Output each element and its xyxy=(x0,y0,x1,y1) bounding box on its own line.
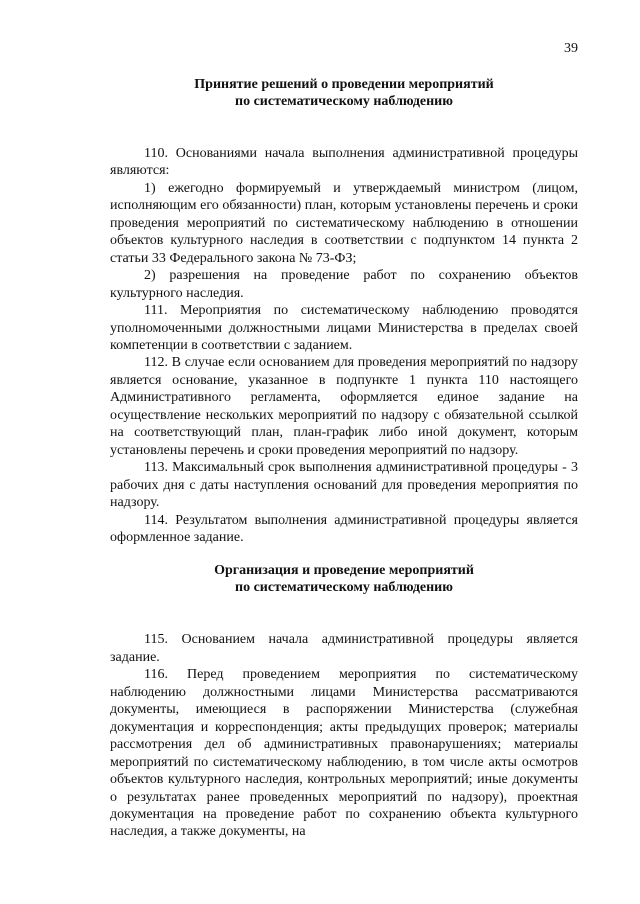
heading-line: по систематическому наблюдению xyxy=(235,94,453,109)
page-number: 39 xyxy=(564,41,578,56)
paragraph-112: 112. В случае если основанием для проведения мероприятий по надзору является основание, указанное в подпункте 1 пункта 110 настоящего Административного регламента, оформляется единое задание на осуществление нескольких мероприятий по надзору с обязательной ссылкой на соответствующий план, план-график либо иной документ, которым установлены перечень и сроки проведения мероприятий по надзору. xyxy=(110,355,578,458)
paragraph-113: 113. Максимальный срок выполнения административной процедуры - 3 рабочих дня с даты наступления оснований для проведения мероприятия по надзору. xyxy=(110,460,578,511)
heading-line: Принятие решений о проведении мероприятий xyxy=(194,77,494,92)
paragraph-116: 116. Перед проведением мероприятия по систематическому наблюдению должностными лицами Министерства рассматриваются документы, имеющиеся в распоряжении Министерства (служебная документация и корреспонденция; акты предыдущих проверок; материалы рассмотрения дел об административных правонарушениях; материалы мероприятий по систематическому наблюдению, в том числе акты осмотров объектов культурного наследия, контрольных мероприятий; иные документы о результатах ранее проведенных мероприятий по надзору), проектная документация на проведение работ по сохранению объекта культурного наследия, а также документы, на xyxy=(110,667,578,840)
section-heading-organization xyxy=(110,562,578,596)
paragraph-114: 114. Результатом выполнения административной процедуры является оформленное задание. xyxy=(110,512,578,545)
paragraph-111: 111. Мероприятия по систематическому наблюдению проводятся уполномоченными должностными лицами Министерства в пределах своей компетенции в соответствии с заданием. xyxy=(110,303,578,353)
section-heading-decisions xyxy=(110,76,578,110)
page-content xyxy=(110,76,578,841)
paragraph-115: 115. Основанием начала административной процедуры является задание. xyxy=(110,632,578,665)
paragraph-110-item-1: 1) ежегодно формируемый и утверждаемый министром (лицом, исполняющим его обязанности) план, которым установлены перечень и сроки проведения мероприятий по систематическому наблюдению в отношении объектов культурного наследия в соответствии с подпунктом 14 пункта 2 статьи 33 Федерального закона № 73-ФЗ; xyxy=(110,180,578,266)
heading-line: Организация и проведение мероприятий xyxy=(214,563,474,579)
paragraph-110-item-2: 2) разрешения на проведение работ по сохранению объектов культурного наследия. xyxy=(110,268,578,301)
paragraph-110: 110. Основаниями начала выполнения административной процедуры являются: xyxy=(110,146,578,179)
heading-line: по систематическому наблюдению xyxy=(235,580,453,596)
